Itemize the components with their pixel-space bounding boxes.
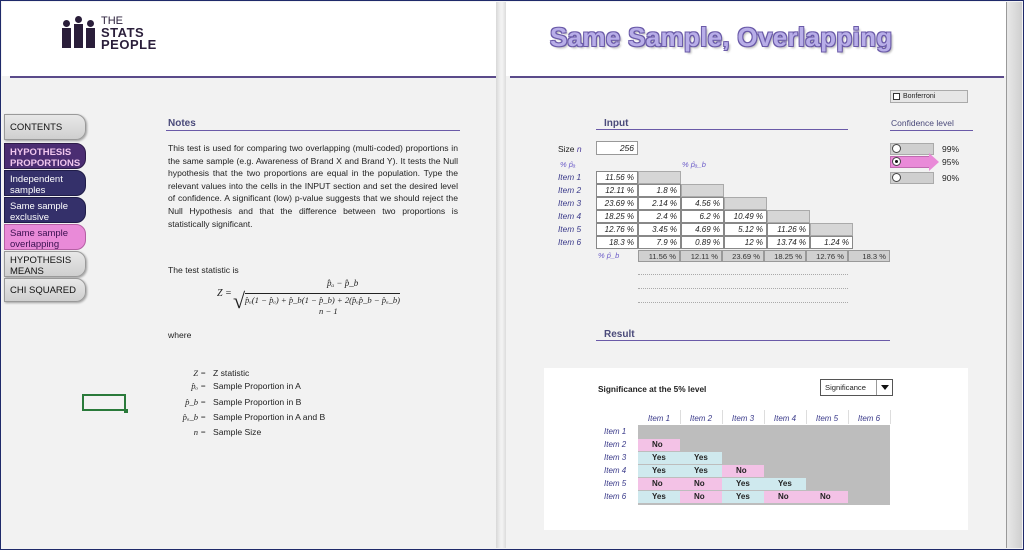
confidence-level-title: Confidence level: [891, 118, 954, 128]
pb-label-text: % p̂_b: [598, 251, 620, 260]
definition-row: [170, 368, 370, 382]
result-column-header: Item 5: [815, 414, 839, 423]
size-var: n: [576, 144, 582, 154]
pa-input-cell[interactable]: 11.56 %: [596, 171, 638, 184]
result-cell: Yes: [638, 452, 680, 464]
diagonal-cell: [724, 197, 767, 210]
result-cell: No: [680, 478, 722, 490]
pab-input-cell[interactable]: 7.9 %: [638, 236, 681, 249]
result-cell: No: [680, 491, 722, 503]
pa-label-text: % p̂ₐ: [560, 160, 576, 169]
definition-row: [170, 397, 370, 411]
radio-icon[interactable]: [892, 173, 901, 182]
pb-cell: 18.3 %: [848, 250, 890, 262]
result-column-header: Item 6: [857, 414, 881, 423]
radio-icon[interactable]: [892, 144, 901, 153]
formula-denominator: p̂ₐ(1 − p̂ₐ) + p̂_b(1 − p̂_b) + 2(p̂ₐp̂_b − p̂ₐ_b): [245, 295, 401, 305]
result-divider: [596, 340, 890, 341]
stats-people-logo: [62, 16, 157, 51]
notes-body: This test is used for comparing two overlapping (multi-coded) proportions in the same sample (e.g. Awareness of Brand X and Brand Y). It tests the Null hypothesis that the two proportions are equal in the population. Type the relevant values into the cells in the INPUT section and set the desired level of confidence. A significant (low) p-value suggests that we should reject the Null Hypothesis and that the difference between two proportions is statistically significant.: [168, 143, 458, 229]
bonferroni-checkbox[interactable]: [890, 90, 968, 103]
diagonal-cell: [767, 210, 810, 223]
size-label: [558, 144, 582, 154]
formula-denominator-n: n − 1: [319, 306, 338, 316]
result-column-header: Item 4: [773, 414, 797, 423]
input-row-label: Item 1: [558, 172, 582, 182]
notes-divider: [166, 130, 460, 131]
result-cell: Yes: [680, 465, 722, 477]
pb-label: [598, 251, 619, 260]
def-text: Sample Proportion in B: [213, 397, 302, 407]
nav-independent-samples[interactable]: Independent samples: [4, 170, 86, 196]
pb-cell: 18.25 %: [764, 250, 806, 262]
pab-input-cell[interactable]: 4.56 %: [681, 197, 724, 210]
input-row-label: Item 6: [558, 237, 582, 247]
nav-hypothesis-means[interactable]: HYPOTHESIS MEANS: [4, 251, 86, 277]
test-statistic-intro: The test statistic is: [168, 265, 239, 275]
formula-z: Z =: [217, 288, 232, 299]
result-cell: Yes: [638, 465, 680, 477]
pab-input-cell[interactable]: 11.26 %: [767, 223, 810, 236]
def-symbol: p̂ₐ_b =: [182, 412, 206, 422]
pa-input-cell[interactable]: 12.76 %: [596, 223, 638, 236]
definition-row: [170, 381, 370, 395]
logo-line3: PEOPLE: [101, 37, 157, 52]
result-row-label: Item 6: [604, 492, 627, 501]
pab-input-cell[interactable]: 5.12 %: [724, 223, 767, 236]
result-cell: No: [764, 491, 806, 503]
logo-people-icon: [62, 20, 95, 48]
result-row-label: Item 3: [604, 453, 627, 462]
def-text: Sample Size: [213, 427, 262, 437]
dotted-line: [638, 274, 848, 275]
def-text: Sample Proportion in A: [213, 381, 301, 391]
input-divider: [596, 129, 848, 130]
input-heading: Input: [604, 118, 629, 129]
notes-heading: Notes: [168, 118, 196, 129]
where-label: where: [168, 330, 192, 340]
diagonal-cell: [638, 171, 681, 184]
result-row-label: Item 4: [604, 466, 627, 475]
bonferroni-label: Bonferroni: [903, 93, 936, 100]
z-formula: [217, 278, 447, 318]
radio-label: 95%: [942, 157, 960, 167]
dropdown-value: Significance: [825, 383, 866, 392]
pab-input-cell[interactable]: 6.2 %: [681, 210, 724, 223]
result-cell: Yes: [722, 491, 764, 503]
result-cell: Yes: [680, 452, 722, 464]
column-separator: [890, 410, 891, 424]
pa-input-cell[interactable]: 23.69 %: [596, 197, 638, 210]
pa-input-cell[interactable]: 18.3 %: [596, 236, 638, 249]
def-text: Z statistic: [213, 368, 250, 378]
result-column-header: Item 1: [647, 414, 671, 423]
logo-line1: THE: [101, 15, 123, 27]
input-row-label: Item 4: [558, 211, 582, 221]
pa-input-cell[interactable]: 18.25 %: [596, 210, 638, 223]
radio-icon[interactable]: [892, 157, 901, 166]
nav-same-sample-overlapping[interactable]: Same sample overlapping: [4, 224, 86, 250]
checkbox-icon[interactable]: [893, 93, 900, 100]
result-column-header: Item 3: [731, 414, 755, 423]
header-divider-right: [510, 76, 1004, 78]
result-heading: Result: [604, 329, 635, 340]
chevron-down-icon[interactable]: [876, 380, 892, 395]
nav-hypothesis-proportions[interactable]: HYPOTHESIS PROPORTIONS: [4, 143, 86, 169]
def-symbol: p̂_b =: [185, 397, 206, 407]
selected-arrow-icon: [929, 153, 939, 171]
pab-input-cell[interactable]: 3.45 %: [638, 223, 681, 236]
def-symbol: Z =: [193, 368, 206, 378]
significance-dropdown[interactable]: [820, 379, 893, 396]
radio-label: 90%: [942, 173, 960, 183]
pab-input-cell[interactable]: 1.8 %: [638, 184, 681, 197]
pb-cell: 12.76 %: [806, 250, 848, 262]
diagonal-cell: [681, 184, 724, 197]
radio-label: 99%: [942, 144, 960, 154]
diagonal-cell: [810, 223, 853, 236]
nav-same-sample-exclusive[interactable]: Same sample exclusive: [4, 197, 86, 223]
nav-contents[interactable]: CONTENTS: [4, 114, 86, 140]
size-text: Size: [558, 144, 575, 154]
page-title: Same Sample, Overlapping: [550, 22, 893, 52]
nav-chi-squared[interactable]: CHI SQUARED: [4, 278, 86, 302]
significance-title: Significance at the 5% level: [598, 384, 707, 394]
result-cell: No: [638, 439, 680, 451]
radio-90[interactable]: [890, 172, 964, 185]
pb-cell: 11.56 %: [638, 250, 680, 262]
pab-input-cell[interactable]: 4.69 %: [681, 223, 724, 236]
definition-row: [170, 427, 370, 441]
pab-input-cell[interactable]: 0.89 %: [681, 236, 724, 249]
pb-cell: 12.11 %: [680, 250, 722, 262]
sqrt-icon: √: [233, 288, 246, 313]
formula-numerator: p̂ₐ − p̂_b: [327, 278, 359, 288]
dotted-line: [638, 302, 848, 303]
result-cell: No: [638, 478, 680, 490]
radio-99[interactable]: [890, 143, 964, 156]
pab-label-text: % p̂ₐ_b: [682, 160, 706, 169]
result-cell: Yes: [638, 491, 680, 503]
pa-label: [560, 160, 576, 169]
pab-input-cell[interactable]: 1.24 %: [810, 236, 853, 249]
result-column-header: Item 2: [689, 414, 713, 423]
def-symbol: p̂ₐ =: [191, 381, 206, 391]
scroll-edge[interactable]: [1006, 2, 1022, 548]
pab-input-cell[interactable]: 12 %: [724, 236, 767, 249]
input-row-label: Item 5: [558, 224, 582, 234]
selected-cell[interactable]: [82, 394, 126, 411]
confidence-divider: [890, 130, 973, 131]
result-row-label: Item 2: [604, 440, 627, 449]
def-symbol: n =: [193, 427, 206, 437]
logo-line2: STATS: [101, 25, 145, 40]
dotted-line: [638, 288, 848, 289]
input-row-label: Item 2: [558, 185, 582, 195]
result-cell: No: [806, 491, 848, 503]
pab-input-cell[interactable]: 10.49 %: [724, 210, 767, 223]
page-gutter: [496, 2, 506, 548]
result-cell: Yes: [764, 478, 806, 490]
input-row-label: Item 3: [558, 198, 582, 208]
pab-label: [682, 160, 706, 169]
sample-size-input[interactable]: 256: [596, 141, 638, 155]
result-row-label: Item 1: [604, 427, 627, 436]
radio-95[interactable]: [890, 156, 964, 169]
definition-row: [170, 412, 370, 426]
result-row-label: Item 5: [604, 479, 627, 488]
result-cell: Yes: [722, 478, 764, 490]
result-cell: No: [722, 465, 764, 477]
def-text: Sample Proportion in A and B: [213, 412, 326, 422]
pab-input-cell[interactable]: 13.74 %: [767, 236, 810, 249]
pab-input-cell[interactable]: 2.4 %: [638, 210, 681, 223]
pb-cell: 23.69 %: [722, 250, 764, 262]
header-divider-left: [10, 76, 496, 78]
pa-input-cell[interactable]: 12.11 %: [596, 184, 638, 197]
pab-input-cell[interactable]: 2.14 %: [638, 197, 681, 210]
